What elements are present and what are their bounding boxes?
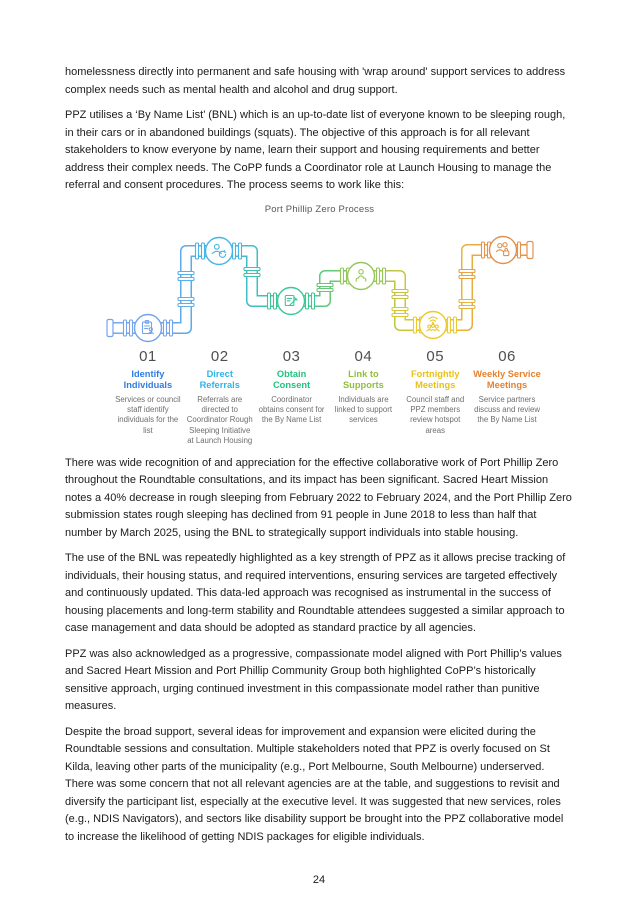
- diagram-title: Port Phillip Zero Process: [264, 203, 375, 215]
- paragraph: PPZ utilises a ‘By Name List’ (BNL) which is an up-to-date list of everyone known to be sleeping rough, in their cars or in abandoned buildings (squats). The objective of this approach is for all relevant stakeholders to know everyone by name, learn their support and housing requirements and better address their complex needs. The CoPP funds a Coordinator role at Launch Housing to manage the referral and consent procedures. The process seems to work like this:: [65, 109, 566, 191]
- process-step-3: [256, 349, 328, 447]
- paragraph: The use of the BNL was repeatedly highlighted as a key strength of PPZ as it allows precise tracking of individuals, their housing status, and required interventions, ensuring services are targeted effectively and continuously updated. This data-led approach was recognised as instrumental in the success of housing placements and long-term stability and Roundtable attendees suggested a similar approach to case management and data should be adopted as standard practice by all agencies.: [65, 552, 566, 635]
- step-number: 05: [426, 347, 445, 365]
- process-step-5: [399, 349, 471, 447]
- step-description: Individuals are linked to support services: [334, 394, 392, 425]
- pipe-end-flange: [527, 241, 533, 258]
- step-node-3: [278, 287, 305, 314]
- step-title: Obtain Consent: [272, 368, 311, 390]
- step-title: Direct Referrals: [199, 368, 240, 390]
- paragraph: There was wide recognition of and appreciation for the effective collaborative work of Port Phillip Zero throughout the Roundtable consultations, and its impact has been significant. Sacred Heart Mission notes a 40% decrease in rough sleeping from February 2022 to February 2024, and the Port Phillip Zero submission states rough sleeping has declined from 91 people in June 2018 to less than half that number by March 2025, using the BNL to strategically support individuals into stable housing.: [65, 456, 572, 539]
- page-number: 24: [312, 874, 326, 886]
- step-title: Weekly Service Meetings: [473, 368, 541, 390]
- step-node-4: [348, 262, 375, 289]
- step-node-5: [420, 311, 447, 338]
- step-labels-row: [112, 349, 543, 447]
- paragraph: homelessness directly into permanent and safe housing with 'wrap around' support services to address complex needs such as mental health and alcohol and drug support.: [65, 66, 566, 96]
- step-title: Identify Individuals: [123, 368, 173, 390]
- paragraph: PPZ was also acknowledged as a progressive, compassionate model aligned with Port Phillip’s values and Sacred Heart Mission and Port Phillip Community Group both highlighted CoPP’s historically sensitive approach, urging continued investment in this compassionate model rather than punitive measures.: [65, 647, 562, 713]
- step-node-6: [490, 236, 517, 263]
- process-step-6: [471, 349, 543, 447]
- step-node-1: [135, 314, 162, 341]
- pipeline-figure: [85, 225, 555, 349]
- pipe-start-flange: [107, 319, 113, 336]
- process-step-2: [184, 349, 256, 447]
- step-number: 02: [210, 347, 229, 365]
- step-title: Link to Supports: [342, 368, 384, 390]
- process-step-4: [327, 349, 399, 447]
- step-description: Service partners discuss and review the By Name List: [474, 394, 540, 425]
- step-description: Services or council staff identify individuals for the list: [115, 394, 181, 435]
- step-node-2: [206, 237, 233, 264]
- paragraph: Despite the broad support, several ideas for improvement and expansion were elicited during the Roundtable sessions and consultation. Multiple stakeholders noted that PPZ is overly focused on St Kilda, leaving other parts of the municipality (e.g., Port Melbourne, South Melbourne) underserved. There was some concern that not all relevant agencies are at the table, and suggestions to revisit and diversify the participant list, especially at the executive level. It was suggested that new services, roles (e.g., NDIS Navigators), and sectors like disability support be brought into the PPZ collaborative model to increase the likelihood of getting NDIS packages for eligible individuals.: [65, 725, 564, 843]
- step-number: 06: [498, 347, 516, 365]
- step-description: Council staff and PPZ members review hotspot areas: [406, 394, 465, 435]
- step-number: 03: [282, 347, 301, 365]
- step-description: Referrals are directed to Coordinator Rough Sleeping Initiative at Launch Housing: [186, 394, 253, 446]
- step-number: 01: [139, 347, 157, 365]
- pipeline-svg: [85, 225, 555, 349]
- step-number: 04: [354, 347, 373, 365]
- step-description: Coordinator obtains consent for the By Name List: [258, 394, 325, 425]
- page-content: [65, 64, 574, 854]
- ppz-process-diagram: [65, 204, 574, 447]
- step-title: Fortnightly Meetings: [410, 368, 460, 390]
- process-step-1: [112, 349, 184, 447]
